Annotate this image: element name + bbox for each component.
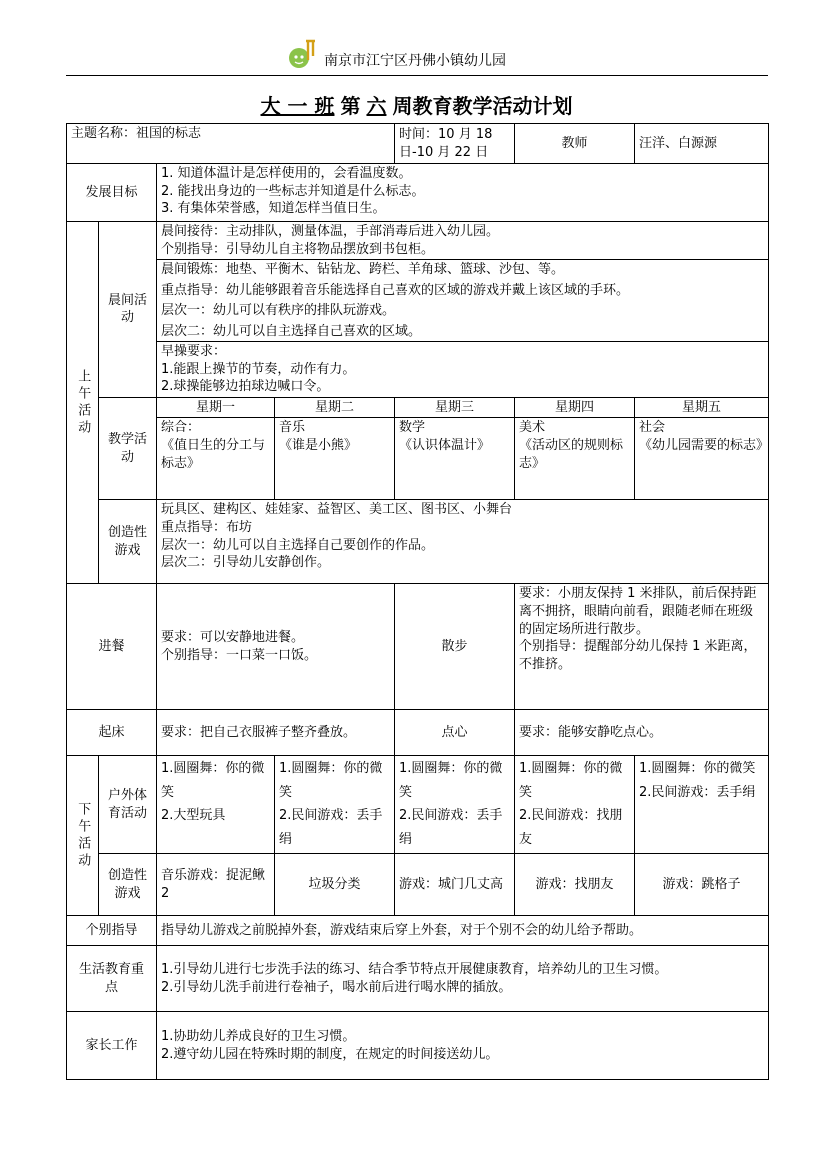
goals-row [67, 164, 769, 222]
afternoon-creative-tue: 垃圾分类 [275, 854, 395, 916]
life-line: 2.引导幼儿洗手前进行卷袖子，喝水前后进行喝水牌的插放。 [161, 979, 512, 995]
drill-line: 早操要求： [161, 344, 227, 360]
drill-line: 1.能跟上操节的节奏，动作有力。 [161, 361, 356, 377]
walk-line: 个别指导：提醒部分幼儿保持 1 米距离，不推挤。 [519, 639, 757, 672]
creative-line: 层次二：引导幼儿安静创作。 [161, 555, 331, 571]
afternoon-creative-wed: 游戏：城门几丈高 [395, 854, 515, 916]
teaching-header-row [67, 397, 769, 418]
goals-content [157, 164, 769, 222]
outdoor-thu [515, 756, 635, 854]
class-name: 大 一 班 [260, 94, 335, 118]
page-title [0, 90, 827, 119]
outdoor-mon [157, 756, 275, 854]
teacher-names: 汪洋、白源源 [635, 124, 769, 164]
meal-label: 进餐 [67, 584, 157, 710]
outdoor-wed [395, 756, 515, 854]
meal-requirements [157, 584, 395, 710]
morning-early-row [67, 222, 769, 398]
outdoor-line: 2.大型玩具 [161, 808, 226, 824]
goal-item: 2. 能找出身边的一些标志并知道是什么标志。 [161, 183, 425, 199]
snack-label: 点心 [395, 710, 515, 756]
goal-item: 1. 知道体温计是怎样使用的，会看温度数。 [161, 166, 412, 181]
exercise-line: 层次一：幼儿可以有秩序的排队玩游戏。 [161, 303, 396, 319]
lesson-title: 《值日生的分工与标志》 [161, 438, 266, 471]
lesson-subject: 数学 [399, 420, 426, 436]
individual-guidance-row [67, 916, 769, 946]
drill-line: 2.球操能够边拍球边喊口令。 [161, 379, 330, 395]
afternoon-section-label: 下午活动 [67, 756, 99, 916]
lesson-mon [157, 418, 275, 500]
teaching-activity-label: 教学活动 [99, 397, 157, 500]
lesson-tue [275, 418, 395, 500]
afternoon-creative-mon: 音乐游戏：捉泥鳅 2 [157, 854, 275, 916]
week-suffix: 周教育教学活动计划 [392, 94, 573, 118]
outdoor-activity-label: 户外体育活动 [99, 756, 157, 854]
theme-cell: 主题名称：祖国的标志 [67, 124, 395, 164]
outdoor-fri [635, 756, 769, 854]
morning-section-label: 上午活动 [67, 222, 99, 584]
weekly-plan-table [66, 123, 769, 1080]
wake-row [67, 710, 769, 756]
exercise-block [157, 260, 768, 342]
creative-game-content [157, 500, 769, 584]
creative-game-row [67, 500, 769, 584]
life-education-content [157, 946, 769, 1012]
week-number: 六 [366, 94, 387, 118]
individual-guidance-text: 指导幼儿游戏之前脱掉外套，游戏结束后穿上外套，对于个别不会的幼儿给予帮助。 [157, 916, 769, 946]
lesson-wed [395, 418, 515, 500]
goals-label: 发展目标 [67, 164, 157, 222]
header-divider [66, 75, 768, 76]
life-education-label: 生活教育重 点 [67, 946, 157, 1012]
lesson-title: 《谁是小熊》 [279, 438, 358, 454]
weekday-tue: 星期二 [275, 397, 395, 418]
afternoon-creative-fri: 游戏：跳格子 [635, 854, 769, 916]
wake-label: 起床 [67, 710, 157, 756]
walk-requirements [515, 584, 769, 710]
walk-line: 要求：小朋友保持 1 米排队，前后保持距离不拥挤，眼睛向前看，跟随老师在班级的固定场所进行散步。 [519, 586, 757, 637]
time-cell: 时间：10 月 18 日-10 月 22 日 [395, 124, 515, 164]
lesson-subject: 社会 [639, 420, 666, 436]
outdoor-line: 2.民间游戏：丢手绢 [639, 784, 756, 800]
outdoor-line: 1.圆圈舞：你的微笑 [161, 761, 265, 800]
goal-item: 3. 有集体荣誉感，知道怎样当值日生。 [161, 201, 386, 217]
outdoor-tue [275, 756, 395, 854]
outdoor-line: 1.圆圈舞：你的微笑 [279, 761, 383, 800]
week-prefix: 第 [340, 94, 361, 118]
outdoor-line: 1.圆圈舞：你的微笑 [519, 761, 623, 800]
school-name: 南京市江宁区丹佛小镇幼儿园 [324, 53, 506, 69]
exercise-line: 晨间锻炼：地垫、平衡木、钻钻龙、跨栏、羊角球、篮球、沙包、等。 [161, 262, 565, 278]
parent-line: 2.遵守幼儿园在特殊时期的制度，在规定的时间接送幼儿。 [161, 1046, 499, 1062]
exercise-line: 层次二：幼儿可以自主选择自己喜欢的区域。 [161, 323, 422, 339]
afternoon-creative-label: 创造性游戏 [99, 854, 157, 916]
creative-line: 玩具区、建构区、娃娃家、益智区、美工区、图书区、小舞台 [161, 502, 513, 518]
outdoor-line: 2.民间游戏：丢手绢 [279, 808, 383, 847]
weekday-wed: 星期三 [395, 397, 515, 418]
school-logo-icon [288, 38, 318, 70]
outdoor-line: 1.圆圈舞：你的微笑 [399, 761, 503, 800]
meal-line: 要求：可以安静地进餐。 [161, 630, 305, 646]
reception-line: 个别指导：引导幼儿自主将物品摆放到书包柜。 [161, 241, 435, 257]
lesson-fri [635, 418, 769, 500]
creative-line: 重点指导：布坊 [161, 520, 253, 536]
life-line: 1.引导幼儿进行七步洗手法的练习、结合季节特点开展健康教育，培养幼儿的卫生习惯。 [161, 962, 668, 978]
teaching-lessons-row [67, 418, 769, 500]
early-activity-label: 晨间活动 [99, 222, 157, 398]
parent-work-content [157, 1012, 769, 1080]
individual-guidance-label: 个别指导 [67, 916, 157, 946]
outdoor-line: 1.圆圈舞：你的微笑 [639, 761, 756, 777]
parent-line: 1.协助幼儿养成良好的卫生习惯。 [161, 1029, 356, 1045]
parent-work-label: 家长工作 [67, 1012, 157, 1080]
info-row [67, 124, 769, 164]
page-header [66, 36, 768, 76]
afternoon-creative-thu: 游戏：找朋友 [515, 854, 635, 916]
parent-work-row [67, 1012, 769, 1080]
afternoon-outdoor-row [67, 756, 769, 854]
weekday-fri: 星期五 [635, 397, 769, 418]
weekday-mon: 星期一 [157, 397, 275, 418]
outdoor-line: 2.民间游戏：找朋友 [519, 808, 623, 847]
wake-requirement: 要求：把自己衣服裤子整齐叠放。 [157, 710, 395, 756]
weekday-thu: 星期四 [515, 397, 635, 418]
early-activity-content [157, 222, 769, 398]
lesson-subject: 音乐 [279, 420, 306, 436]
creative-line: 层次一：幼儿可以自主选择自己要创作的作品。 [161, 537, 435, 553]
exercise-line: 重点指导：幼儿能够跟着音乐能选择自己喜欢的区域的游戏并戴上该区域的手环。 [161, 282, 630, 298]
lesson-subject: 综合： [161, 420, 201, 436]
snack-requirement: 要求：能够安静吃点心。 [515, 710, 769, 756]
afternoon-creative-row [67, 854, 769, 916]
reception-block [157, 222, 768, 260]
drill-block [157, 342, 768, 397]
walk-label: 散步 [395, 584, 515, 710]
lesson-title: 《幼儿园需要的标志》 [639, 438, 770, 454]
lesson-thu [515, 418, 635, 500]
teacher-label: 教师 [515, 124, 635, 164]
reception-line: 晨间接待：主动排队，测量体温，手部消毒后进入幼儿园。 [161, 224, 500, 239]
lesson-title: 《认识体温计》 [399, 438, 491, 454]
meal-line: 个别指导：一口菜一口饭。 [161, 647, 318, 663]
life-education-row [67, 946, 769, 1012]
meal-row [67, 584, 769, 710]
lesson-subject: 美术 [519, 420, 546, 436]
lesson-title: 《活动区的规则标志》 [519, 438, 624, 471]
creative-game-label: 创造性游戏 [99, 500, 157, 584]
outdoor-line: 2.民间游戏：丢手绢 [399, 808, 503, 847]
